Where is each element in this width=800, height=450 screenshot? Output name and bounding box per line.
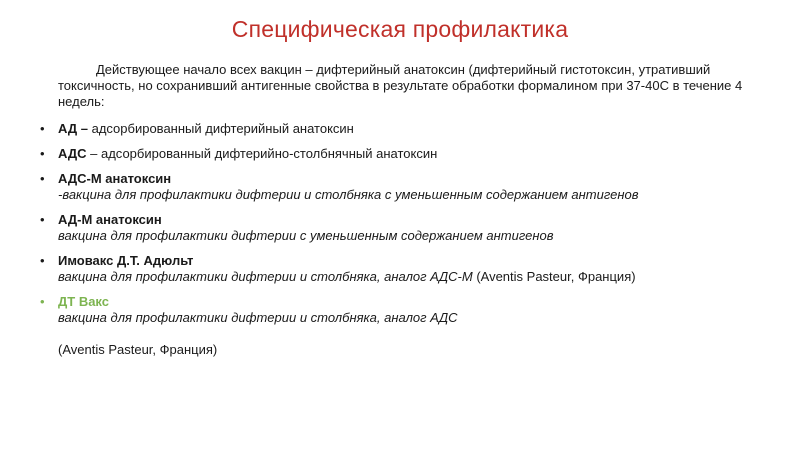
vaccine-description: -вакцина для профилактики дифтерии и столбняка с уменьшенным содержанием антигенов — [58, 187, 639, 202]
vaccine-name: Имовакс Д.Т. Адюльт — [58, 253, 194, 268]
list-item — [38, 146, 778, 162]
manufacturer-note: (Aventis Pasteur, Франция) — [58, 342, 218, 357]
intro-paragraph — [58, 62, 768, 110]
list-item — [38, 121, 778, 137]
bullet: • — [40, 212, 45, 227]
list-item — [38, 294, 778, 326]
vaccine-description: – адсорбированный дифтерийно-столбнячный анатоксин — [86, 146, 438, 161]
intro-text: Действующее начало всех вакцин – дифтерийный анатоксин (дифтерийный гистотоксин, утративший токсичность, но сохранивший антигенные свойства в результате обработки формалином при 37-40С в течение 4 недель: — [58, 62, 743, 109]
bullet: • — [40, 253, 45, 268]
bullet: • — [40, 171, 45, 186]
vaccine-description: вакцина для профилактики дифтерии с уменьшенным содержанием антигенов — [58, 228, 554, 243]
vaccine-description: вакцина для профилактики дифтерии и столбняка, аналог АДС — [58, 310, 458, 325]
list-item — [38, 171, 778, 203]
list-item — [38, 253, 778, 285]
vaccine-name: ДТ Вакс — [58, 294, 109, 309]
list-item — [38, 212, 778, 244]
vaccine-description: вакцина для профилактики дифтерии и столбняка, аналог АДС-М — [58, 269, 473, 284]
vaccine-name: АДС-М анатоксин — [58, 171, 172, 186]
slide-title: Специфическая профилактика — [231, 16, 569, 42]
vaccine-name: АД-М анатоксин — [58, 212, 162, 227]
bullet: • — [40, 121, 45, 136]
vaccine-name: АДС — [58, 146, 87, 161]
vaccine-list — [38, 121, 778, 335]
bullet: • — [40, 146, 45, 161]
vaccine-description: адсорбированный дифтерийный анатоксин — [87, 121, 354, 136]
manufacturer-note: (Aventis Pasteur, Франция) — [472, 269, 636, 284]
vaccine-name: АД – — [58, 121, 88, 136]
bullet: • — [40, 294, 45, 309]
